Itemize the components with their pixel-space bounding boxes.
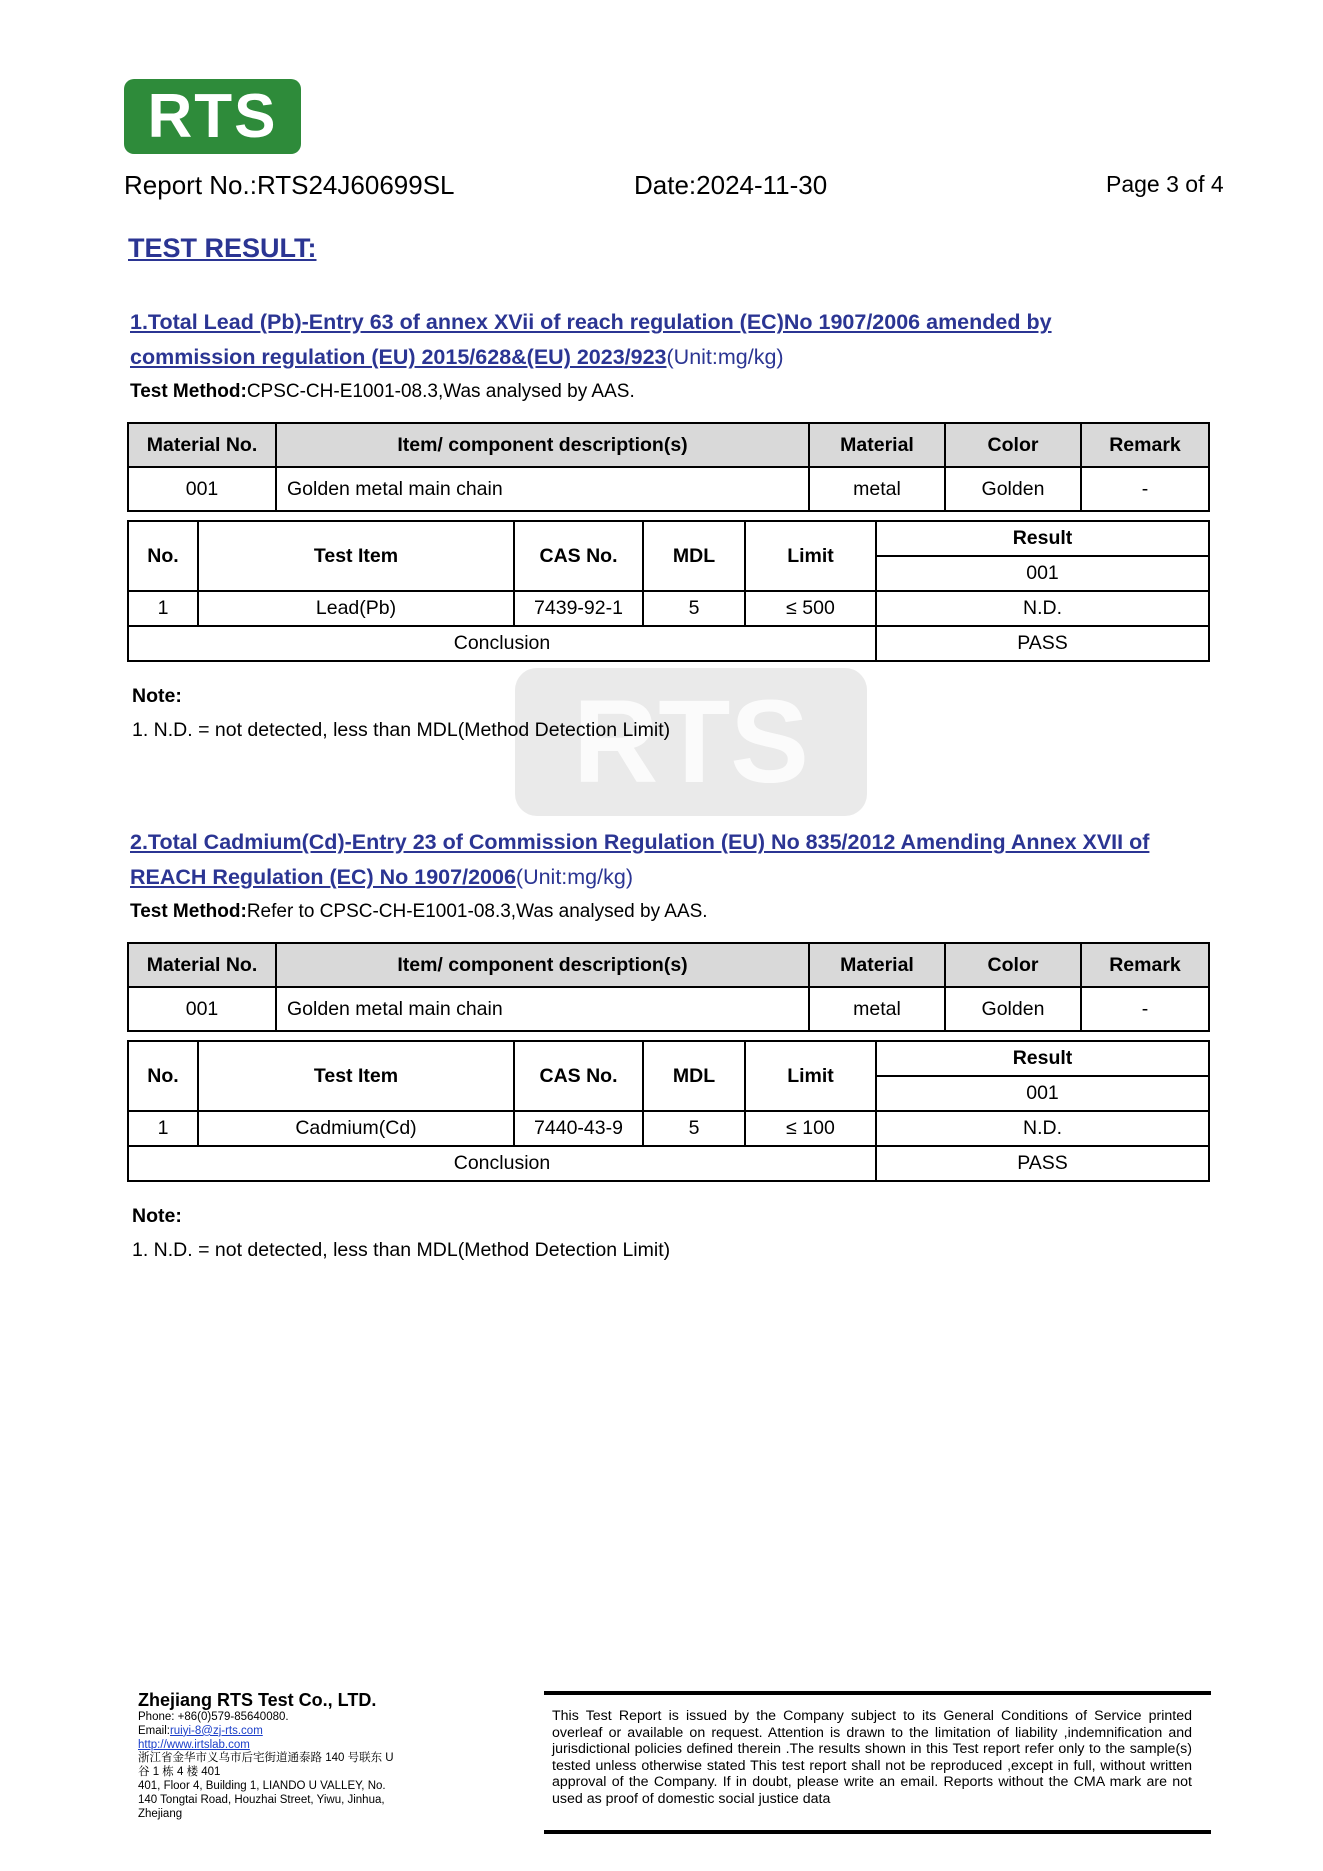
header-cell: Limit [745,521,876,591]
header-cell: Limit [745,1041,876,1111]
conclusion-value: PASS [876,626,1209,661]
section-1-note-title: Note: [132,685,182,707]
report-number: Report No.:RTS24J60699SL [124,170,455,200]
section-1-material-table [127,422,1210,512]
section-1-heading-line2: commission regulation (EU) 2015/628&(EU) 2023/923 [130,345,667,369]
header-cell: MDL [643,521,745,591]
conclusion-label: Conclusion [128,626,876,661]
mdl-cell: 5 [643,1111,745,1146]
section-1-heading [130,305,1220,375]
result-cell: N.D. [876,591,1209,626]
header-cell: Test Item [198,521,514,591]
section-2-result-table [127,1040,1210,1182]
header-cell: Material [809,423,945,467]
header-cell: Remark [1081,423,1209,467]
table-header-row [128,1041,1209,1076]
footer-disclaimer: This Test Report is issued by the Company subject to its General Conditions of Service printed overleaf or available on request. Attention is drawn to the limitation of liability ,indemnification and jurisdictional policies defined therein .The results shown in this Test report refer only to the sample(s) tested unless otherwise stated This test report shall not be reproduced ,except in full, without written approval of the Company. If in doubt, please write an email. Reports without the CMA mark are not used as proof of domestic social justice data [552,1708,1192,1807]
section-2-method-label: Test Method: [130,901,247,922]
conclusion-value: PASS [876,1146,1209,1181]
header-cell: Color [945,423,1081,467]
section-1-method-label: Test Method: [130,381,247,402]
header-cell: No. [128,521,198,591]
footer-bottom-rule [544,1830,1211,1834]
section-1-note-text: 1. N.D. = not detected, less than MDL(Method Detection Limit) [132,719,671,741]
material-cell: metal [809,987,945,1031]
footer-company-name: Zhejiang RTS Test Co., LTD. [138,1690,377,1710]
section-1-method-text: CPSC-CH-E1001-08.3,Was analysed by AAS. [246,381,635,402]
conclusion-row [128,1146,1209,1181]
result-sample-cell: 001 [876,1076,1209,1111]
section-2-heading-line1: 2.Total Cadmium(Cd)-Entry 23 of Commission Regulation (EU) No 835/2012 Amending Annex XVII of [130,830,1150,854]
table-row [128,591,1209,626]
limit-cell: ≤ 500 [745,591,876,626]
header-cell: Item/ component description(s) [276,943,809,987]
footer-phone: Phone: +86(0)579-85640080. [138,1711,289,1723]
cas-no-cell: 7440-43-9 [514,1111,643,1146]
test-item-cell: Cadmium(Cd) [198,1111,514,1146]
watermark-text: RTS [573,676,809,808]
header-cell: Color [945,943,1081,987]
table-row [128,987,1209,1031]
footer-top-rule [544,1691,1211,1695]
material-no-cell: 001 [128,987,276,1031]
header-cell: CAS No. [514,1041,643,1111]
footer-email-link[interactable]: ruiyi-8@zj-rts.com [169,1724,263,1737]
footer-address-en: 401, Floor 4, Building 1, LIANDO U VALLEY, No. 140 Tongtai Road, Houzhai Street, Yiwu, Jinhua, Zhejiang [138,1779,386,1820]
header-cell: MDL [643,1041,745,1111]
section-1-result-table [127,520,1210,662]
result-cell: N.D. [876,1111,1209,1146]
mdl-cell: 5 [643,591,745,626]
header-cell: Material No. [128,423,276,467]
section-1-heading-line1: 1.Total Lead (Pb)-Entry 63 of annex XVii of reach regulation (EC)No 1907/2006 amended by [130,310,1052,334]
remark-cell: - [1081,467,1209,511]
section-2-method-text: Refer to CPSC-CH-E1001-08.3,Was analysed by AAS. [246,901,708,922]
header-cell: CAS No. [514,521,643,591]
material-no-cell: 001 [128,467,276,511]
footer-address-cn: 浙江省金华市义乌市后宅街道通泰路 140 号联东 U 谷 1 栋 4 楼 401 [138,1752,394,1779]
section-1-unit: (Unit:mg/kg) [666,345,784,369]
description-cell: Golden metal main chain [276,987,809,1031]
description-cell: Golden metal main chain [276,467,809,511]
section-2-test-method [130,901,708,923]
header-cell: Result [876,521,1209,556]
footer-contact [138,1711,398,1821]
no-cell: 1 [128,1111,198,1146]
page-title: TEST RESULT: [128,233,317,263]
color-cell: Golden [945,987,1081,1031]
logo-text: RTS [147,82,278,151]
table-row [128,1111,1209,1146]
conclusion-label: Conclusion [128,1146,876,1181]
result-sample-cell: 001 [876,556,1209,591]
section-2-material-table [127,942,1210,1032]
material-cell: metal [809,467,945,511]
footer-website-link[interactable]: http://www.irtslab.com [138,1738,250,1751]
header-cell: Remark [1081,943,1209,987]
header-cell: No. [128,1041,198,1111]
section-1-test-method [130,381,635,403]
header-cell: Item/ component description(s) [276,423,809,467]
report-date: Date:2024-11-30 [634,170,828,200]
page-number: Page 3 of 4 [1106,171,1224,197]
table-header-row [128,423,1209,467]
table-header-row [128,943,1209,987]
test-item-cell: Lead(Pb) [198,591,514,626]
remark-cell: - [1081,987,1209,1031]
section-2-note-text: 1. N.D. = not detected, less than MDL(Method Detection Limit) [132,1239,671,1261]
section-2-heading-line2: REACH Regulation (EC) No 1907/2006 [130,865,516,889]
watermark [515,668,867,816]
table-header-row [128,521,1209,556]
conclusion-row [128,626,1209,661]
section-2-note-title: Note: [132,1205,182,1227]
company-logo [124,79,301,154]
header-cell: Material [809,943,945,987]
color-cell: Golden [945,467,1081,511]
footer-email-line [138,1725,398,1739]
header-cell: Test Item [198,1041,514,1111]
header-cell: Result [876,1041,1209,1076]
no-cell: 1 [128,591,198,626]
table-row [128,467,1209,511]
section-2-unit: (Unit:mg/kg) [515,865,633,889]
limit-cell: ≤ 100 [745,1111,876,1146]
cas-no-cell: 7439-92-1 [514,591,643,626]
header-cell: Material No. [128,943,276,987]
section-2-heading [130,825,1220,895]
footer-email-label: Email: [138,1724,170,1737]
